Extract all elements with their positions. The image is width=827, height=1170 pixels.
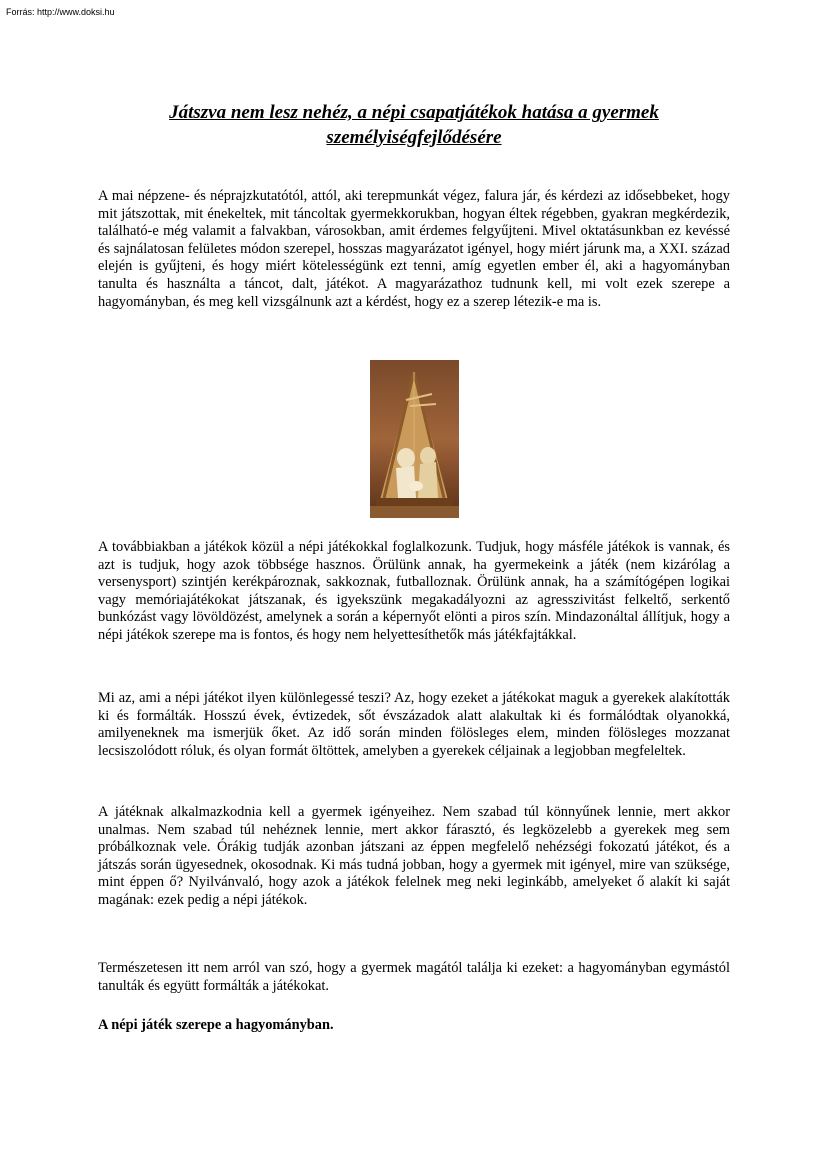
paragraph: Mi az, ami a népi játékot ilyen különlegessé teszi? Az, hogy ezeket a játékokat maguk a gyerekek alakították ki és formálták. Hosszú évek, évtizedek, sőt évszázadok alatt alakultak ki és formálódtak olyanokká, amilyeneknek ma ismerjük őket. Az idő során minden fölösleges elem, minden fölösleges mozzanat lecsiszolódott róluk, és olyan formát öltöttek, amelyben a gyerekek céljainak a legjobban megfeleltek.: [98, 690, 730, 759]
straw-nativity-photo: [370, 360, 459, 518]
paragraph: Természetesen itt nem arról van szó, hogy a gyermek magától találja ki ezeket: a hagyományban egymástól tanulták és együtt formálták a játékokat.: [98, 960, 730, 994]
paragraph: A továbbiakban a játékok közül a népi játékokkal foglalkozunk. Tudjuk, hogy másféle játékok is vannak, és azt is tudjuk, hogy azok többsége hasznos. Örülünk annak, ha gyermekeink a játék (nem kizárólag a versenysport) szintjén kerékpároznak, sakkoznak, futballoznak. Örülünk annak, ha a számítógépen logikai vagy memóriajátékokat játszanak, és igyekszünk megakadályozni az agresszivitást felkeltő, serkentő bunkózást vagy lövöldözést, amelynek a során a képernyőt elönti a piros szín. Mindazonáltal állítjuk, hogy a népi játékok szerepe ma is fontos, és hogy nem helyettesíthetők más játékfajtákkal.: [98, 539, 730, 643]
paragraph: A játéknak alkalmazkodnia kell a gyermek igényeihez. Nem szabad túl könnyűnek lennie, mert akkor unalmas. Nem szabad túl nehéznek lennie, mert akkor fárasztó, és legközelebb a gyerekek meg sem próbálkoznak vele. Órákig tudják azonban játszani az éppen megfelelő nehézségi fokozatú játékot, és a játszás során ügyesednek, okosodnak. Ki más tudná jobban, hogy a gyermek mit igényel, mire van szüksége, mint éppen ő? Nyilvánvaló, hogy azok a játékok felelnek meg neki leginkább, amelyeket ő alakít ki saját magának: ezek pedig a népi játékok.: [98, 804, 730, 908]
title-line-1: Játszva nem lesz nehéz, a népi csapatjátékok hatása a gyermek: [169, 102, 659, 123]
source-url: Forrás: http://www.doksi.hu: [6, 7, 115, 17]
paragraph: A mai népzene- és néprajzkutatótól, attól, aki terepmunkát végez, falura jár, és kérdezi az idősebbeket, hogy mit játszottak, mit énekeltek, mit táncoltak gyermekkorukban, hogyan éltek régebben, gyakran megkérdezik, található-e még valamit a falvakban, városokban, amit érdemes felgyűjteni. Mivel oktatásunkban ez kevéssé és sajnálatosan felületes módon szerepel, hosszas magyarázatot igényel, hogy miért járunk ma, a XXI. század elején is gyűjteni, és hogy miért kötelességünk ezt tenni, amíg egyetlen ember él, aki a hagyományban tanulta és használta a táncot, dalt, játékot. A magyarázathoz tudnunk kell, mi volt ezek szerepe a hagyományban, és meg kell vizsgálnunk azt a kérdést, hogy ez a szerep létezik-e ma is.: [98, 188, 730, 310]
section-heading: A népi játék szerepe a hagyományban.: [98, 1017, 334, 1033]
document-title: [98, 100, 730, 150]
title-line-2: személyiségfejlődésére: [326, 127, 502, 148]
